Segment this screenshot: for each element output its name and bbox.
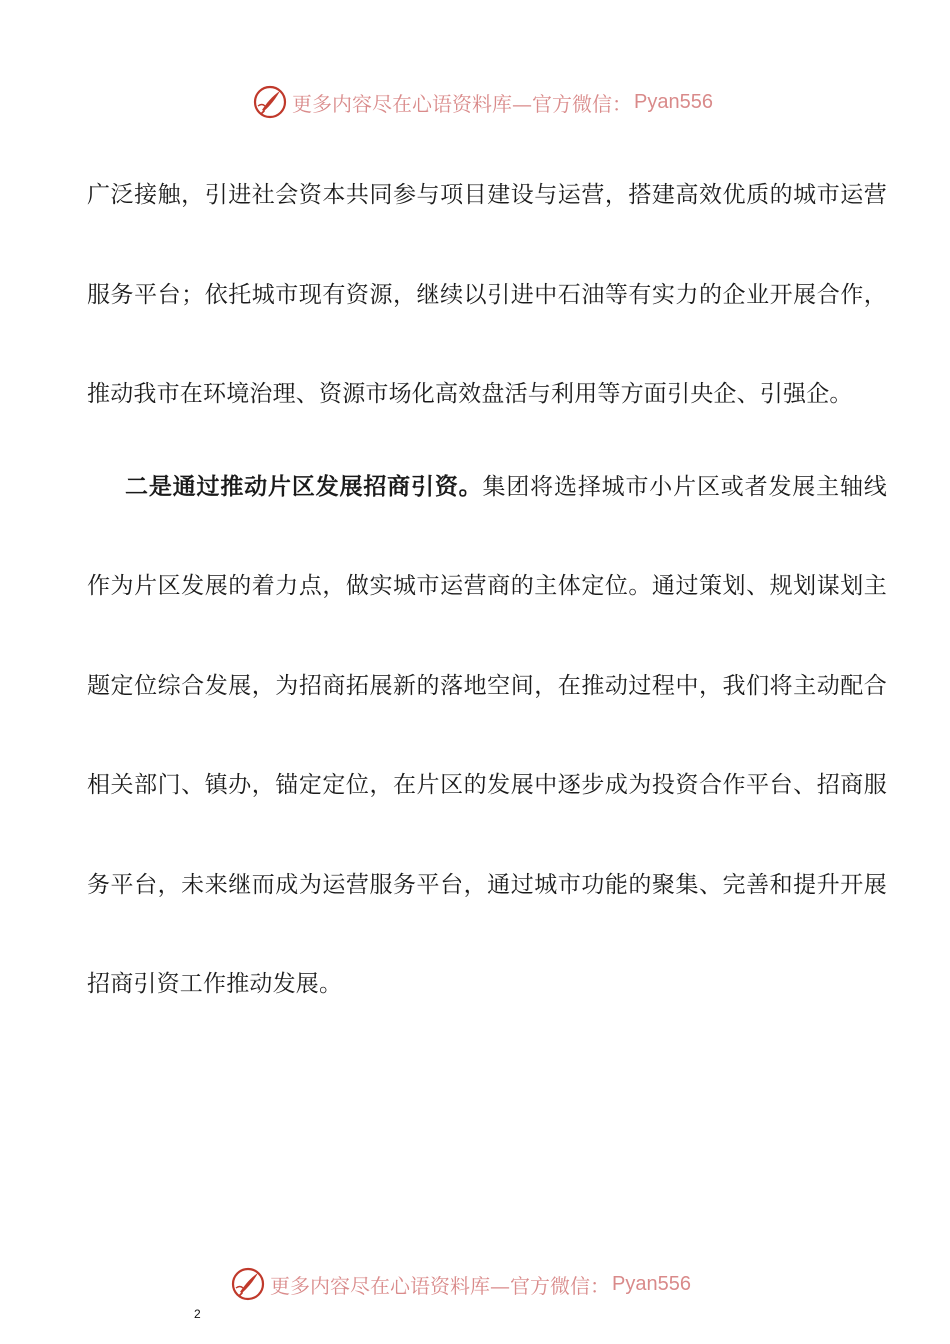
watermark-text: 更多内容尽在心语资料库—官方微信： [292,91,632,116]
header-watermark [252,84,713,120]
footer-watermark [230,1266,691,1302]
watermark-text: 更多内容尽在心语资料库—官方微信： [270,1273,610,1298]
document-body [87,146,887,1035]
paragraph-1 [87,146,887,445]
paragraph-2 [87,438,887,1035]
paragraph-1-text: 广泛接触，引进社会资本共同参与项目建设与运营，搭建高效优质的城市运营服务平台；依托城市现有资源，继续以引进中石油等有实力的企业开展合作，推动我市在环境治理、资源市场化高效盘活与利用等方面引央企、引强企。 [87,182,887,407]
paragraph-2-text: 集团将选择城市小片区或者发展主轴线作为片区发展的着力点，做实城市运营商的主体定位。通过策划、规划谋划主题定位综合发展，为招商拓展新的落地空间，在推动过程中，我们将主动配合相关部门、镇办，锚定定位，在片区的发展中逐步成为投资合作平台、招商服务平台，未来继而成为运营服务平台，通过城市功能的聚集、完善和提升开展招商引资工作推动发展。 [87,473,887,997]
paragraph-2-bold-lead: 二是通过推动片区发展招商引资。 [125,473,483,500]
quill-pen-seal-icon [230,1266,266,1302]
watermark-wechat-id: Pyan556 [634,90,713,113]
page-number: 2 [194,1307,201,1321]
watermark-wechat-id: Pyan556 [612,1272,691,1295]
quill-pen-seal-icon [252,84,288,120]
